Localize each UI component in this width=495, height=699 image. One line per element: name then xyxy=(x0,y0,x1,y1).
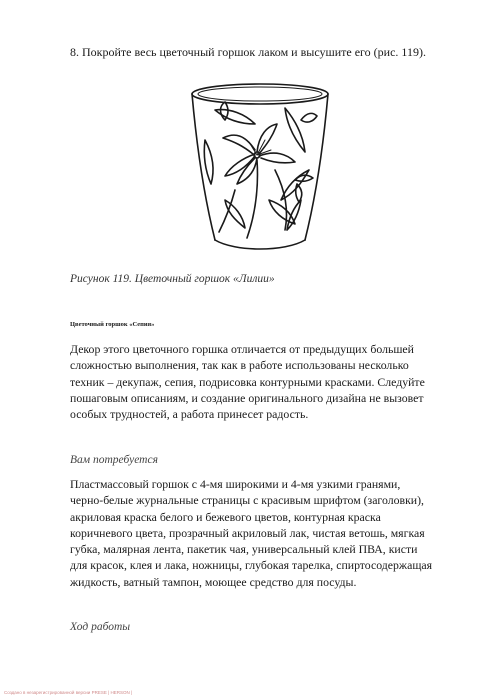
materials-heading: Вам потребуется xyxy=(70,454,158,466)
footer-watermark-text: Создано в незарегистрированной версии PRESE | HERSON | xyxy=(4,690,133,695)
intro-paragraph: Декор этого цветочного горшка отличается от предыдущих большей сложностью выполнения, так как в работе использованы несколько техник – декупаж, сепия, подрисовка контурными красками. Следуйте пошаговым описаниям, и создание оригинального дизайна не вызовет особых трудностей, а работа принесет радость. xyxy=(70,342,425,422)
materials-paragraph: Пластмассовый горшок с 4-мя широкими и 4-мя узкими гранями, черно-белые журнальные страницы с красивым шрифтом (заголовки), акриловая краска белого и бежевого цветов, контурная краска коричневого цвета, прозрачный акриловый лак, чистая ветошь, мягкая губка, малярная лента, пакетик чая, универсальный клей ПВА, кисти для красок, клея и лака, ножницы, глубокая тарелка, спиртосодержащая жидкость, ватный тампон, моющее средство для посуды. xyxy=(70,477,433,589)
flower-pot-illustration xyxy=(185,80,335,260)
section-heading: Цветочный горшок «Сепия» xyxy=(70,321,155,328)
figure-caption: Рисунок 119. Цветочный горшок «Лилии» xyxy=(70,273,275,285)
flower-pot-lilies-icon xyxy=(185,80,335,260)
process-heading: Ход работы xyxy=(70,621,131,633)
step-8-text: 8. Покройте весь цветочный горшок лаком и высушите его (рис. 119). xyxy=(70,45,426,59)
